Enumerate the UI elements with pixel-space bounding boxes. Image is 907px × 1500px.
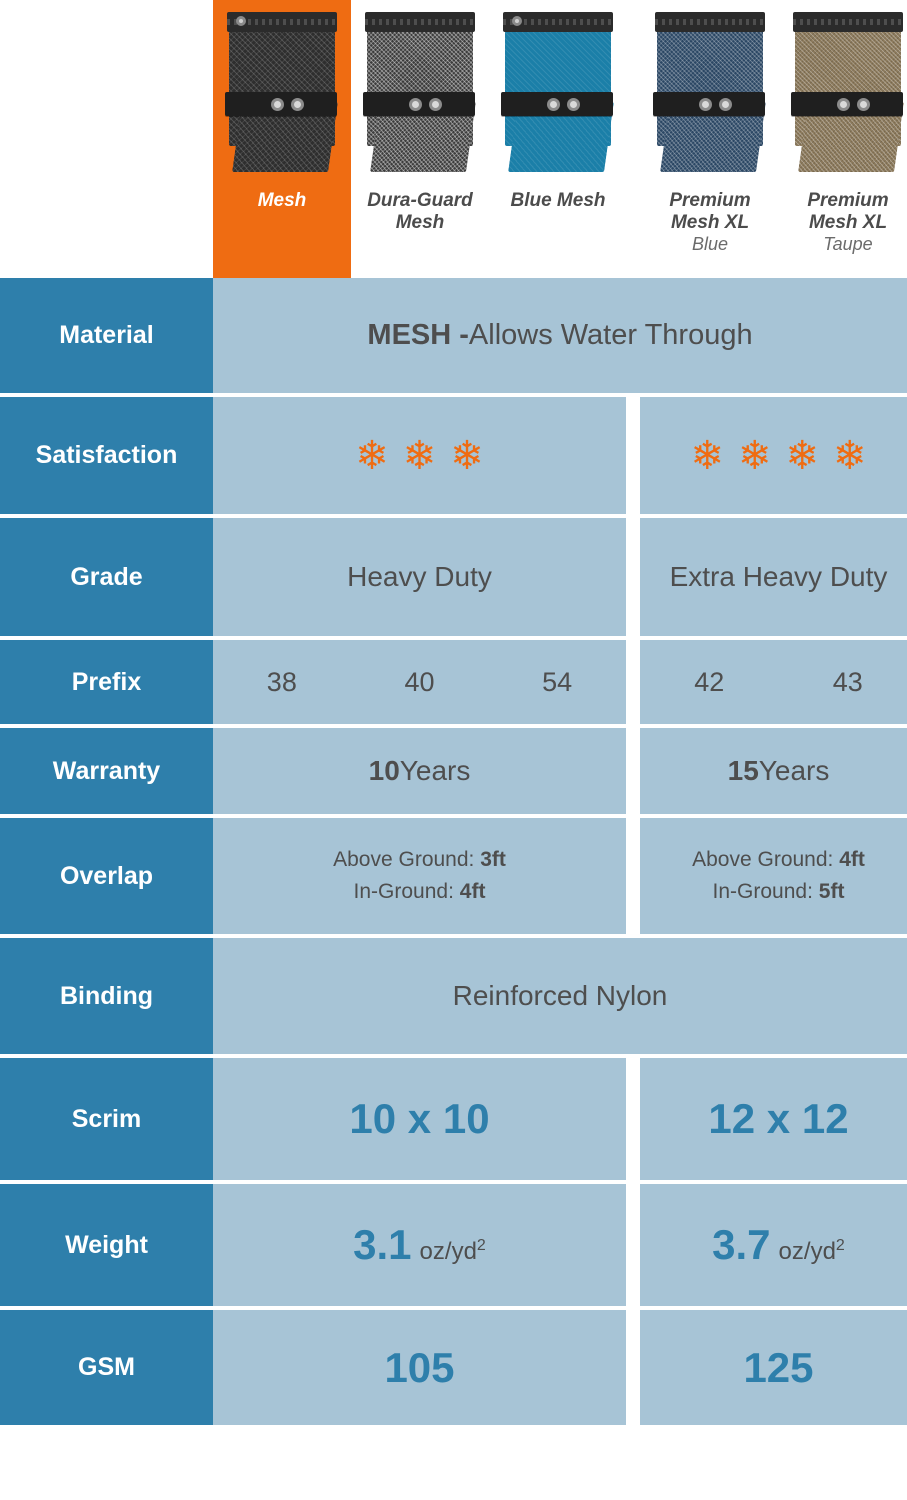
- prefix-value: 54: [542, 666, 573, 697]
- cell-prefix-left: [213, 640, 626, 724]
- tarp-image-dura-guard-mesh: [361, 6, 479, 186]
- product-columns: [213, 0, 907, 278]
- row-label-weight: Weight: [0, 1184, 213, 1306]
- snowflake-icon: ❄: [690, 433, 724, 478]
- row-label-grade: Grade: [0, 518, 213, 636]
- table-row-grade: [0, 518, 907, 636]
- cell-grade-right: Extra Heavy Duty: [640, 518, 907, 636]
- material-value-rest: Allows Water Through: [468, 319, 753, 351]
- cell-satisfaction-left: [213, 397, 626, 514]
- overlap-above-ground-value: 3ft: [480, 848, 506, 871]
- cell-prefix-right: [640, 640, 907, 724]
- weight-unit-left: oz/yd: [419, 1238, 477, 1265]
- cell-binding: Reinforced Nylon: [213, 938, 907, 1054]
- table-row-prefix: [0, 640, 907, 724]
- weight-unit-exponent-right: 2: [835, 1237, 845, 1254]
- product-column-blue-mesh[interactable]: [489, 0, 627, 278]
- warranty-unit-left: Years: [399, 755, 471, 786]
- cell-gap: [626, 1058, 640, 1180]
- product-sublabel: Blue: [691, 234, 729, 254]
- product-label: Dura-Guard Mesh: [367, 190, 473, 233]
- tarp-image-premium-mesh-xl-taupe: [789, 6, 907, 186]
- snowflake-icon: ❄: [833, 433, 867, 478]
- cell-overlap-right: [640, 818, 907, 934]
- table-row-warranty: [0, 728, 907, 814]
- cell-gap: [626, 818, 640, 934]
- product-label: Premium Mesh XL: [807, 190, 889, 233]
- product-label: Mesh: [257, 190, 307, 211]
- table-row-overlap: [0, 818, 907, 934]
- overlap-in-ground-label: In-Ground:: [712, 880, 819, 903]
- product-column-premium-mesh-xl-blue[interactable]: [641, 0, 779, 278]
- spec-table: [0, 278, 907, 1425]
- cell-material: [213, 278, 907, 393]
- row-label-overlap: Overlap: [0, 818, 213, 934]
- warranty-unit-right: Years: [758, 755, 830, 786]
- cell-weight-left: [213, 1184, 626, 1306]
- product-label: Blue Mesh: [510, 190, 606, 211]
- cell-gap: [626, 728, 640, 814]
- prefix-value: 38: [266, 666, 297, 697]
- table-row-weight: [0, 1184, 907, 1306]
- table-row-gsm: [0, 1310, 907, 1425]
- cell-gap: [626, 518, 640, 636]
- cell-scrim-left: 10 x 10: [213, 1058, 626, 1180]
- prefix-value: 40: [404, 666, 435, 697]
- cell-gap: [626, 640, 640, 724]
- snowflake-icon: ❄: [785, 433, 820, 478]
- table-row-satisfaction: [0, 397, 907, 514]
- cell-satisfaction-right: [640, 397, 907, 514]
- cell-gsm-right: 125: [640, 1310, 907, 1425]
- cell-overlap-left: [213, 818, 626, 934]
- weight-value-right: 3.7: [712, 1221, 771, 1268]
- snowflake-icon: ❄: [355, 433, 389, 478]
- row-label-material: Material: [0, 278, 213, 393]
- snowflake-icon: ❄: [737, 433, 772, 478]
- cell-gsm-left: 105: [213, 1310, 626, 1425]
- overlap-above-ground-value: 4ft: [839, 848, 865, 871]
- row-label-prefix: Prefix: [0, 640, 213, 724]
- product-label: Premium Mesh XL: [669, 190, 751, 233]
- product-column-mesh[interactable]: [213, 0, 351, 278]
- tarp-image-mesh: [223, 6, 341, 186]
- row-label-binding: Binding: [0, 938, 213, 1054]
- tarp-image-blue-mesh: [499, 6, 617, 186]
- cell-gap: [626, 1310, 640, 1425]
- column-gap: [627, 0, 641, 278]
- overlap-in-ground-value: 5ft: [818, 880, 845, 903]
- material-value-bold: MESH -: [367, 319, 469, 351]
- prefix-value: 42: [694, 666, 725, 697]
- product-sublabel: Taupe: [823, 234, 873, 254]
- cell-scrim-right: 12 x 12: [640, 1058, 907, 1180]
- warranty-years-right: 15: [727, 755, 759, 786]
- header-spacer: [0, 0, 213, 278]
- table-row-scrim: [0, 1058, 907, 1180]
- cell-warranty-right: [640, 728, 907, 814]
- snowflake-rating-left: [355, 433, 484, 478]
- table-row-material: [0, 278, 907, 393]
- cell-gap: [626, 1184, 640, 1306]
- row-label-warranty: Warranty: [0, 728, 213, 814]
- row-label-gsm: GSM: [0, 1310, 213, 1425]
- product-header: [0, 0, 907, 278]
- cell-warranty-left: [213, 728, 626, 814]
- overlap-above-ground-label: Above Ground:: [333, 848, 481, 871]
- overlap-in-ground-value: 4ft: [459, 880, 486, 903]
- weight-unit-exponent-left: 2: [476, 1237, 486, 1254]
- row-label-scrim: Scrim: [0, 1058, 213, 1180]
- cell-gap: [626, 397, 640, 514]
- prefix-value: 43: [832, 666, 863, 697]
- table-row-binding: [0, 938, 907, 1054]
- snowflake-icon: ❄: [450, 433, 484, 478]
- product-column-premium-mesh-xl-taupe[interactable]: [779, 0, 907, 278]
- overlap-in-ground-label: In-Ground:: [353, 880, 460, 903]
- weight-unit-right: oz/yd: [778, 1238, 836, 1265]
- row-label-satisfaction: Satisfaction: [0, 397, 213, 514]
- overlap-above-ground-label: Above Ground:: [692, 848, 840, 871]
- snowflake-icon: ❄: [402, 433, 437, 478]
- product-column-dura-guard-mesh[interactable]: [351, 0, 489, 278]
- warranty-years-left: 10: [368, 755, 400, 786]
- weight-value-left: 3.1: [353, 1221, 412, 1268]
- tarp-image-premium-mesh-xl-blue: [651, 6, 769, 186]
- cell-weight-right: [640, 1184, 907, 1306]
- snowflake-rating-right: [690, 433, 867, 478]
- cell-grade-left: Heavy Duty: [213, 518, 626, 636]
